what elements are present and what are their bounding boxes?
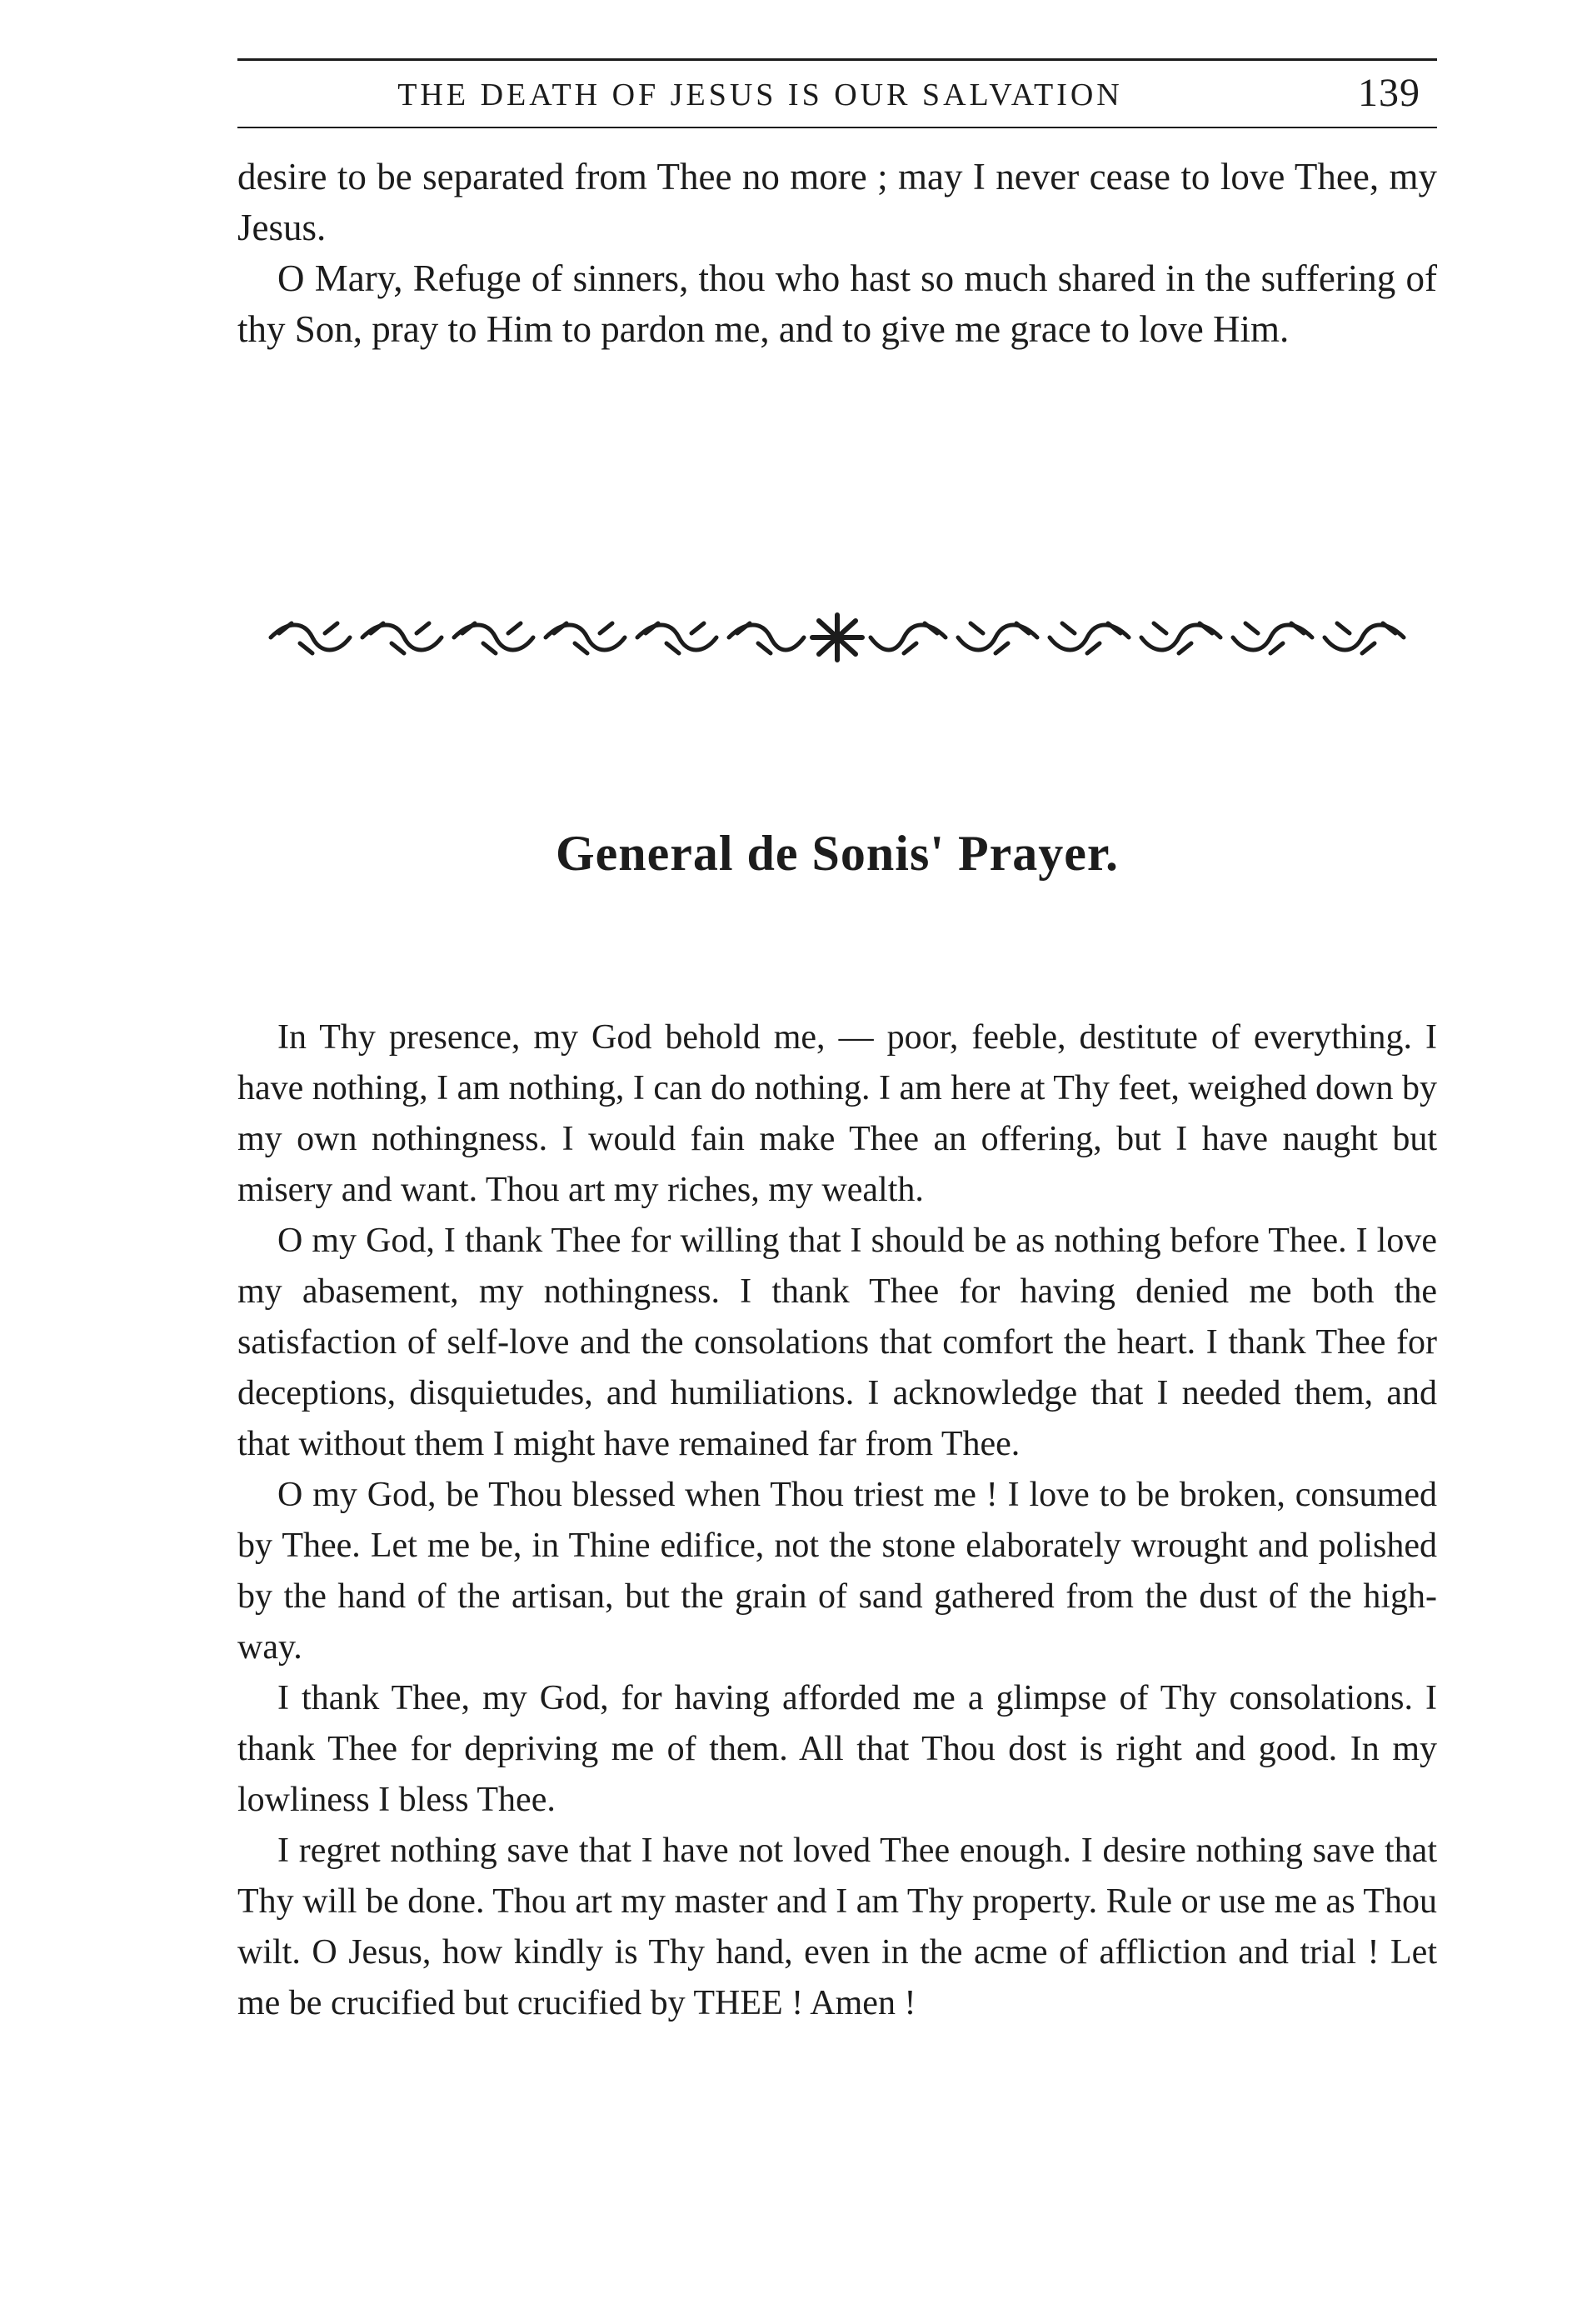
prayer-paragraph: O my God, I thank Thee for willing that I should be as nothing before Thee. I love my abasement, my nothingness. I thank Thee for having denied me both the satisfaction of self-love and the consolations that comfort the heart. I thank Thee for deceptions, disquietudes, and humiliations. I acknowledge that I needed them, and that without them I might have remained far from Thee. bbox=[237, 1222, 1437, 1463]
header-rule-top bbox=[237, 58, 1437, 61]
page-number: 139 bbox=[1358, 71, 1420, 115]
book-page bbox=[237, 50, 1437, 2300]
prayer-paragraph: In Thy presence, my God behold me, — poor, feeble, destitute of everything. I have nothing, I am nothing, I can do nothing. I am here at Thy feet, weighed down by my own nothingness. I would fain make Thee an offering, but I have naught but misery and want. Thou art my riches, my wealth. bbox=[237, 1018, 1437, 1209]
intro-paragraph: O Mary, Refuge of sinners, thou who hast so much shared in the suffering of thy Son, pray to Him to pardon me, and to give me grace to love Him. bbox=[237, 257, 1437, 350]
prayer-paragraph: I thank Thee, my God, for having afforded me a glimpse of Thy consolations. I thank Thee for depriving me of them. All that Thou dost is right and good. In my lowliness I bless Thee. bbox=[237, 1679, 1437, 1819]
prayer-paragraph: I regret nothing save that I have not loved Thee enough. I desire nothing save that Thy will be done. Thou art my master and I am Thy property. Rule or use me as Thou wilt. O Jesus, how kindly is Thy hand, even in the acme of affliction and trial ! Let me be crucified but crucified by THEE ! Amen ! bbox=[237, 1832, 1437, 2022]
prayer-paragraph: O my God, be Thou blessed when Thou triest me ! I love to be broken, consumed by Thee. Let me be, in Thine edifice, not the stone elaborately wrought and polished by the hand of the artisan, but the grain of sand gathered from the dust of the high-way. bbox=[237, 1476, 1437, 1667]
section-title: General de Sonis' Prayer. bbox=[555, 826, 1120, 881]
running-title: THE DEATH OF JESUS IS OUR SALVATION bbox=[397, 77, 1123, 112]
intro-paragraph: desire to be separated from Thee no more ; may I never cease to love Thee, my Jesus. bbox=[237, 156, 1437, 248]
running-header bbox=[237, 73, 1437, 123]
intro-text bbox=[237, 152, 1437, 355]
vine-ornament-divider-icon bbox=[254, 600, 1420, 675]
prayer-text bbox=[237, 1012, 1437, 2029]
header-rule-bottom bbox=[237, 127, 1437, 128]
